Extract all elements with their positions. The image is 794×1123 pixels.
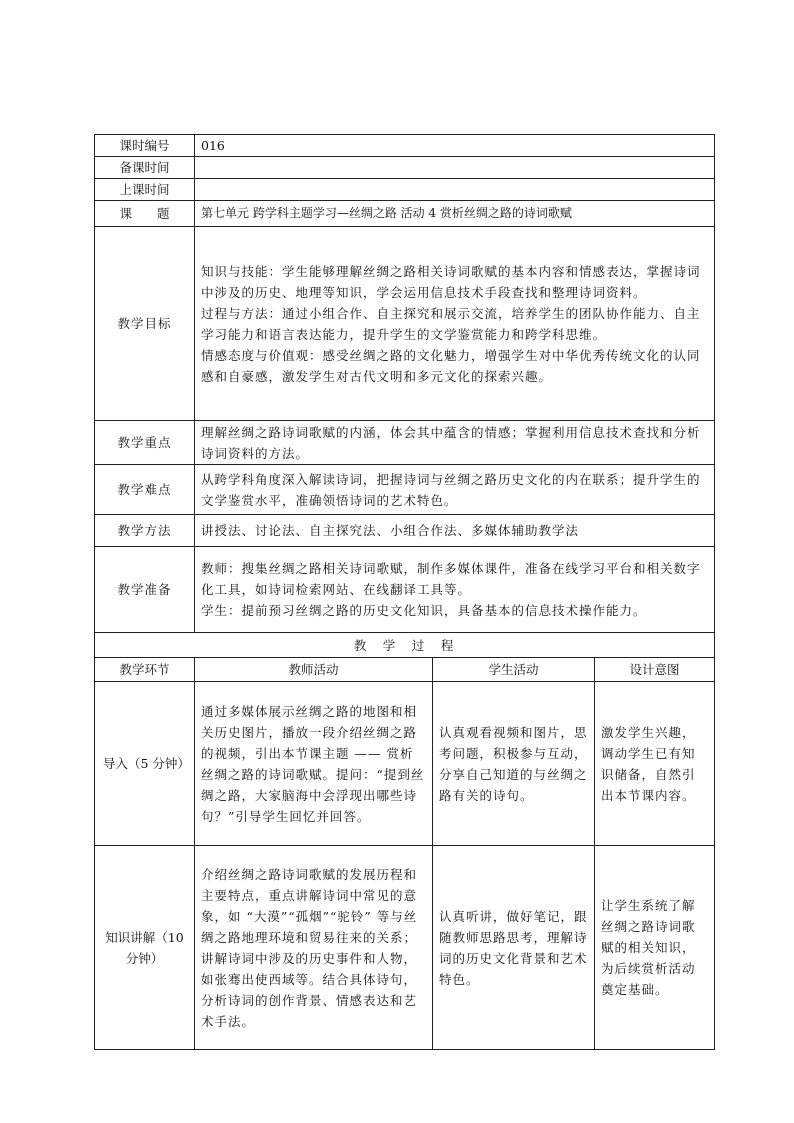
row-key-points — [95, 421, 715, 465]
prep-time-value — [195, 157, 715, 179]
header-teacher: 教师活动 — [195, 658, 433, 682]
goal-process: 过程与方法：通过小组合作、自主探究和展示交流，培养学生的团队协作能力、自主学习能力和语言表达能力，提升学生的文学鉴赏能力和跨学科思维。 — [201, 305, 701, 342]
stage-intro: 导入（5 分钟） — [95, 682, 195, 846]
student-activity-intro: 认真观看视频和图片，思考问题，积极参与互动，分享自己知道的与丝绸之路有关的诗句。 — [433, 682, 595, 846]
goal-attitude: 情感态度与价值观：感受丝绸之路的文化魅力，增强学生对中华优秀传统文化的认同感和自豪感，激发学生对古代文明和多元文化的探索兴趣。 — [201, 347, 701, 384]
header-intent: 设计意图 — [595, 658, 715, 682]
methods-text: 讲授法、讨论法、自主探究法、小组合作法、多媒体辅助教学法 — [195, 515, 715, 547]
topic-label: 课 题 — [95, 201, 195, 227]
intent-intro: 激发学生兴趣，调动学生已有知识储备，自然引出本节课内容。 — [595, 682, 715, 846]
row-topic — [95, 201, 715, 227]
class-time-label: 上课时间 — [95, 179, 195, 201]
stage-knowledge: 知识讲解（10 分钟） — [95, 846, 195, 1050]
topic-value: 第七单元 跨学科主题学习—丝绸之路 活动 4 赏析丝绸之路的诗词歌赋 — [195, 201, 715, 227]
prep-time-label: 备课时间 — [95, 157, 195, 179]
lesson-plan-table — [94, 134, 715, 1050]
difficulties-text: 从跨学科角度深入解读诗词，把握诗词与丝绸之路历史文化的内在联系；提升学生的文学鉴赏水平，准确领悟诗词的艺术特色。 — [195, 465, 715, 515]
lesson-no-value: 016 — [195, 135, 715, 157]
row-preparation — [95, 547, 715, 633]
row-goals — [95, 227, 715, 421]
lesson-no-label: 课时编号 — [95, 135, 195, 157]
teacher-activity-knowledge: 介绍丝绸之路诗词歌赋的发展历程和主要特点，重点讲解诗词中常见的意象，如 “大漠”“孤烟”“驼铃” 等与丝绸之路地理环境和贸易往来的关系；讲解诗词中涉及的历史事件和人物，如张骞出使西域等。结合具体诗句，分析诗词的创作背景、情感表达和艺术手法。 — [195, 846, 433, 1050]
methods-label: 教学方法 — [95, 515, 195, 547]
header-stage: 教学环节 — [95, 658, 195, 682]
header-student: 学生活动 — [433, 658, 595, 682]
prep-student: 学生：提前预习丝绸之路的历史文化知识，具备基本的信息技术操作能力。 — [201, 603, 647, 618]
key-points-text: 理解丝绸之路诗词歌赋的内涵，体会其中蕴含的情感；掌握利用信息技术查找和分析诗词资料的方法。 — [195, 421, 715, 465]
process-header-row — [95, 658, 715, 682]
teacher-activity-intro: 通过多媒体展示丝绸之路的地图和相关历史图片，播放一段介绍丝绸之路的视频，引出本节课主题 —— 赏析丝绸之路的诗词歌赋。提问：“提到丝绸之路，大家脑海中会浮现出哪些诗句？”引导学生回忆并回答。 — [195, 682, 433, 846]
class-time-value — [195, 179, 715, 201]
row-process-title — [95, 633, 715, 658]
preparation-content — [195, 547, 715, 633]
row-lesson-no — [95, 135, 715, 157]
table-row — [95, 846, 715, 1050]
row-class-time — [95, 179, 715, 201]
goal-knowledge: 知识与技能：学生能够理解丝绸之路相关诗词歌赋的基本内容和情感表达，掌握诗词中涉及的历史、地理等知识，学会运用信息技术手段查找和整理诗词资料。 — [201, 263, 701, 300]
row-prep-time — [95, 157, 715, 179]
table-row — [95, 682, 715, 846]
lesson-plan-page — [94, 134, 714, 1050]
goals-content — [195, 227, 715, 421]
student-activity-knowledge: 认真听讲，做好笔记，跟随教师思路思考，理解诗词的历史文化背景和艺术特色。 — [433, 846, 595, 1050]
prep-teacher: 教师：搜集丝绸之路相关诗词歌赋，制作多媒体课件，准备在线学习平台和相关数字化工具，如诗词检索网站、在线翻译工具等。 — [201, 561, 701, 597]
goals-label: 教学目标 — [95, 227, 195, 421]
process-title: 教 学 过 程 — [95, 633, 715, 658]
difficulties-label: 教学难点 — [95, 465, 195, 515]
row-difficulties — [95, 465, 715, 515]
key-points-label: 教学重点 — [95, 421, 195, 465]
intent-knowledge: 让学生系统了解丝绸之路诗词歌赋的相关知识，为后续赏析活动奠定基础。 — [595, 846, 715, 1050]
preparation-label: 教学准备 — [95, 547, 195, 633]
row-methods — [95, 515, 715, 547]
